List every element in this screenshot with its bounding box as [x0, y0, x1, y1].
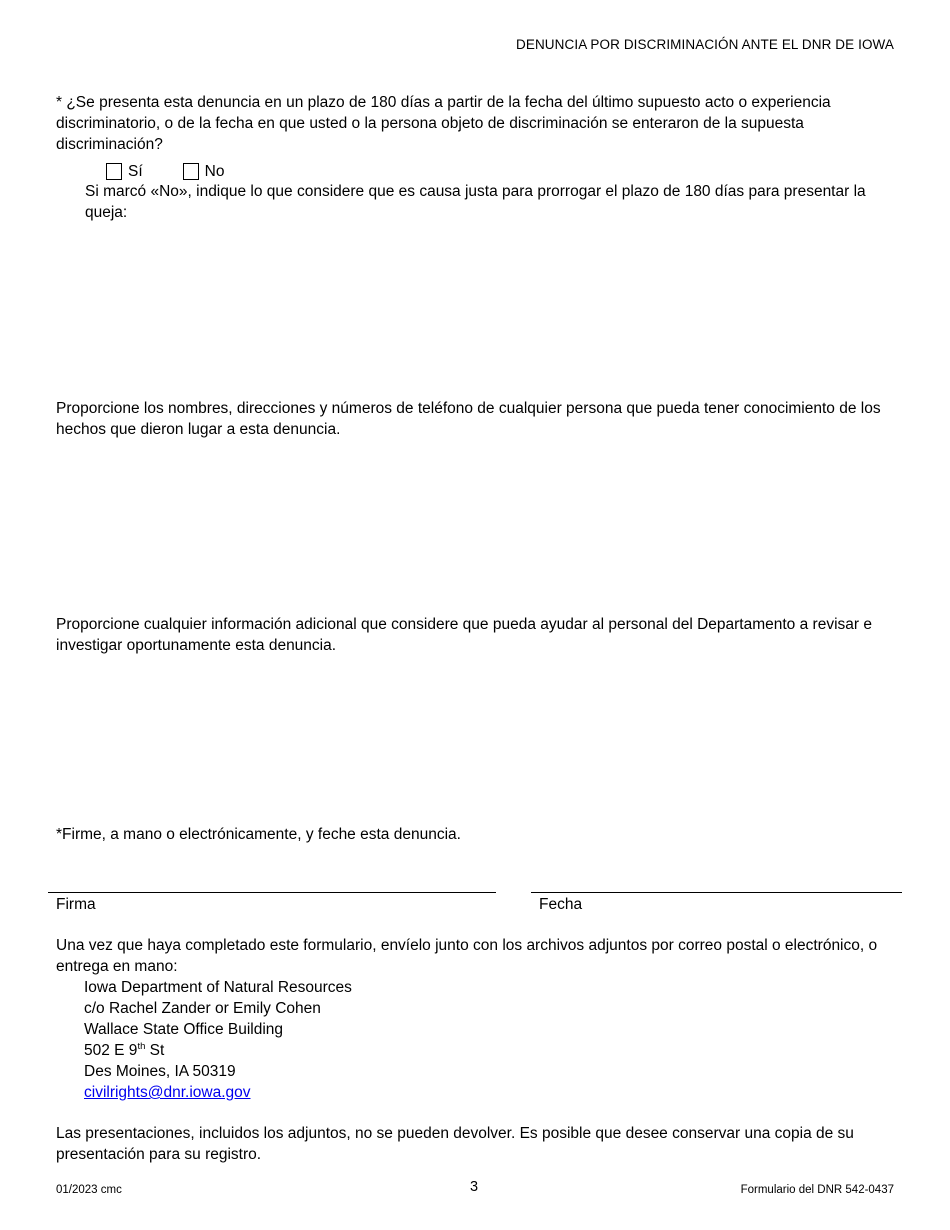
option-no[interactable] — [183, 161, 225, 182]
witnesses-question: Proporcione los nombres, direcciones y números de teléfono de cualquier persona que pueda tener conocimiento de los hechos que dieron lugar a esta denuncia. — [56, 400, 881, 438]
address-line-organization: Iowa Department of Natural Resources — [84, 979, 352, 996]
street-number: 502 E 9 — [84, 1042, 138, 1059]
date-label: Fecha — [539, 896, 583, 913]
footer-revision: 01/2023 cmc — [56, 1184, 122, 1196]
returns-note: Las presentaciones, incluidos los adjuntos, no se pueden devolver. Es posible que desee conservar una copia de su presentación para su registro. — [56, 1125, 854, 1163]
additional-info-question: Proporcione cualquier información adicional que considere que pueda ayudar al personal del Departamento a revisar e investigar oportunamente esta denuncia. — [56, 616, 872, 654]
address-line-city: Des Moines, IA 50319 — [84, 1063, 236, 1080]
no-checkbox[interactable] — [183, 163, 199, 180]
address-line-street — [84, 1040, 352, 1061]
submission-instruction: Una vez que haya completado este formulario, envíelo junto con los archivos adjuntos por correo postal o electrónico, o entrega en mano: — [56, 937, 878, 975]
email-link[interactable]: civilrights@dnr.iowa.gov — [84, 1084, 251, 1101]
signature-instruction: *Firme, a mano o electrónicamente, y feche esta denuncia. — [56, 826, 461, 843]
mailing-address — [84, 977, 352, 1103]
date-line[interactable] — [531, 892, 902, 893]
address-line-building: Wallace State Office Building — [84, 1021, 284, 1038]
yes-checkbox[interactable] — [106, 163, 122, 180]
street-ordinal-suffix: th — [137, 1040, 146, 1052]
street-name: St — [145, 1042, 165, 1059]
timeliness-question: * ¿Se presenta esta denuncia en un plazo de 180 días a partir de la fecha del último supuesto acto o experiencia discriminatorio, o de la fecha en que usted o la persona objeto de discriminación se enteraron de la supuesta discriminación? — [56, 94, 831, 153]
footer-page-number: 3 — [470, 1179, 479, 1195]
no-label: No — [204, 162, 225, 180]
yes-label: Sí — [128, 162, 143, 180]
footer-form-id: Formulario del DNR 542-0437 — [740, 1184, 894, 1196]
timeliness-options — [106, 161, 264, 181]
signature-label: Firma — [56, 896, 96, 913]
signature-line[interactable] — [48, 892, 496, 893]
timeliness-followup-question: Si marcó «No», indique lo que considere que es causa justa para prorrogar el plazo de 180 días para presentar la queja: — [85, 183, 866, 221]
address-line-contacts: c/o Rachel Zander or Emily Cohen — [84, 1000, 321, 1017]
option-yes[interactable] — [106, 161, 143, 182]
page-header-title: DENUNCIA POR DISCRIMINACIÓN ANTE EL DNR DE IOWA — [516, 37, 894, 52]
address-line-email — [84, 1082, 352, 1103]
